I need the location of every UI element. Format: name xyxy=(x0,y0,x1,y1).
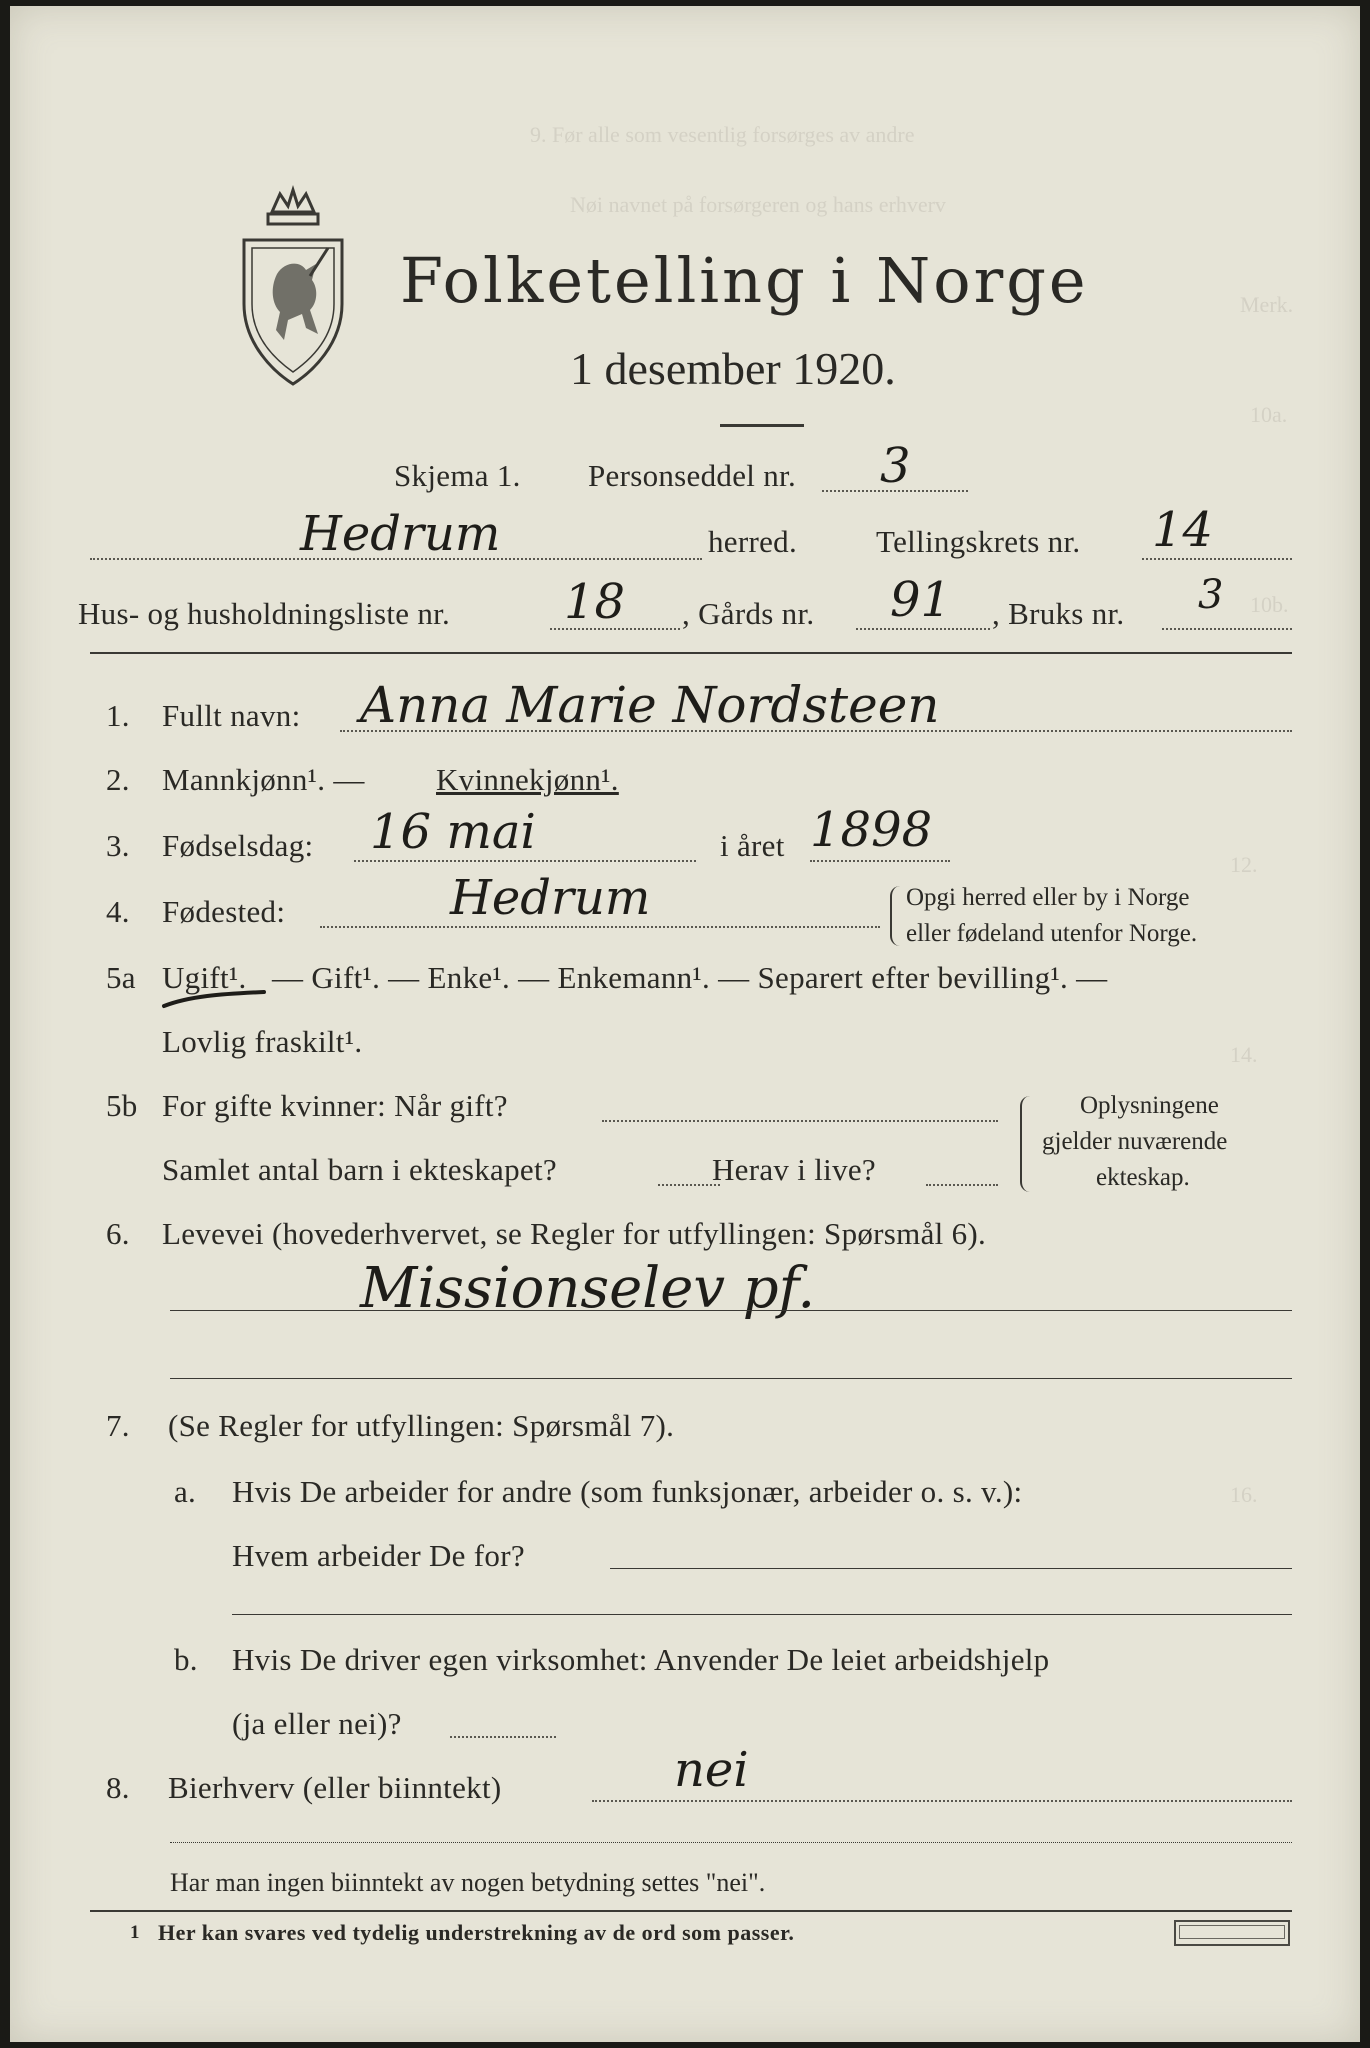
skjema-label: Skjema 1. xyxy=(394,458,521,493)
bleed-through-text: 9. Før alle som vesentlig forsørges av andre xyxy=(530,122,915,147)
q5b-note-brace xyxy=(1020,1096,1032,1192)
q5b-note-line2: gjelder nuværende xyxy=(1042,1128,1228,1155)
q5a-divorced-option[interactable]: Lovlig fraskilt¹. xyxy=(162,1024,363,1059)
gards-value: 91 xyxy=(890,572,952,628)
q8-label: Bierhverv (eller biinntekt) xyxy=(168,1770,502,1805)
printer-stamp xyxy=(1174,1920,1290,1946)
tellingskrets-value: 14 xyxy=(1152,502,1214,558)
secondary-income-field[interactable] xyxy=(592,1800,1292,1802)
q7a-employer-label: Hvem arbeider De for? xyxy=(232,1538,525,1573)
census-form-sheet xyxy=(10,6,1360,2042)
q7a-letter: a. xyxy=(174,1474,197,1509)
q7b-letter: b. xyxy=(174,1642,198,1677)
income-note: Har man ingen biinntekt av nogen betydning settes "nei". xyxy=(170,1868,766,1897)
full-name-value: Anna Marie Nordsteen xyxy=(360,676,940,734)
q4-note-line1: Opgi herred eller by i Norge xyxy=(906,884,1190,911)
q7b-hired-help-label: (ja eller nei)? xyxy=(232,1706,402,1741)
birth-year-field[interactable] xyxy=(810,860,950,862)
birthplace-value: Hedrum xyxy=(450,870,651,926)
q3-number: 3. xyxy=(106,828,130,863)
q7a-line1: Hvis De arbeider for andre (som funksjonær, arbeider o. s. v.): xyxy=(232,1474,1023,1509)
q2-female-option[interactable]: Kvinnekjønn¹. xyxy=(436,762,619,797)
children-alive-field[interactable] xyxy=(926,1184,998,1186)
q5a-other-options[interactable]: — Gift¹. — Enke¹. — Enkemann¹. — Separert efter bevilling¹. — xyxy=(272,960,1108,995)
secondary-income-value: nei xyxy=(674,1742,749,1798)
footnote-number: 1 xyxy=(130,1922,140,1943)
norway-coat-of-arms-icon xyxy=(232,184,354,394)
q2-number: 2. xyxy=(106,762,130,797)
q4-number: 4. xyxy=(106,894,130,929)
birthday-field[interactable] xyxy=(354,860,696,862)
footer-divider xyxy=(90,1910,1292,1912)
occupation-field[interactable] xyxy=(170,1310,1292,1311)
q5b-number: 5b xyxy=(106,1088,138,1123)
bleed-through-text: 10a. xyxy=(1250,402,1288,427)
bleed-through-text: 12. xyxy=(1230,852,1258,877)
personseddel-label: Personseddel nr. xyxy=(588,458,796,493)
q4-label: Fødested: xyxy=(162,894,286,929)
form-date: 1 desember 1920. xyxy=(570,343,896,394)
q1-label: Fullt navn: xyxy=(162,698,301,733)
occupation-value: Missionselev pf. xyxy=(360,1256,816,1321)
bleed-through-text: 14. xyxy=(1230,1042,1258,1067)
q5a-number: 5a xyxy=(106,960,136,995)
birthplace-field[interactable] xyxy=(320,926,880,928)
q5b-alive-label: Herav i live? xyxy=(712,1152,876,1187)
bleed-through-text: Merk. xyxy=(1240,292,1294,317)
q5b-children-label: Samlet antal barn i ekteskapet? xyxy=(162,1152,557,1187)
bleed-through-text: 16. xyxy=(1230,1482,1258,1507)
form-title: Folketelling i Norge xyxy=(400,244,1089,317)
q7-number: 7. xyxy=(106,1408,130,1443)
section-divider xyxy=(90,652,1292,654)
employer-field-line2[interactable] xyxy=(232,1614,1292,1615)
footnote-text: Her kan svares ved tydelig understrekning av de ord som passer. xyxy=(158,1920,795,1945)
q5b-label: For gifte kvinner: Når gift? xyxy=(162,1088,508,1123)
q5a-unmarried-option[interactable]: Ugift¹. xyxy=(162,960,247,995)
birth-year-value: 1898 xyxy=(810,802,933,858)
q8-number: 8. xyxy=(106,1770,130,1805)
q5b-note-line3: ekteskap. xyxy=(1096,1164,1190,1191)
bleed-through-text: Nøi navnet på forsørgeren og hans erhverv xyxy=(570,192,946,217)
employer-field[interactable] xyxy=(610,1568,1292,1569)
q3-label: Fødselsdag: xyxy=(162,828,314,863)
herred-label: herred. xyxy=(708,524,798,559)
q4-note-brace xyxy=(890,886,902,946)
q2-male-option[interactable]: Mannkjønn¹. — xyxy=(162,762,365,797)
birthday-value: 16 mai xyxy=(370,804,536,860)
personseddel-value: 3 xyxy=(880,438,911,494)
occupation-field-line2[interactable] xyxy=(170,1378,1292,1379)
married-when-field[interactable] xyxy=(602,1120,998,1122)
bruks-field[interactable] xyxy=(1162,628,1292,630)
children-total-field[interactable] xyxy=(658,1184,720,1186)
q1-number: 1. xyxy=(106,698,130,733)
q7-label: (Se Regler for utfyllingen: Spørsmål 7). xyxy=(168,1408,675,1443)
q4-note-line2: eller fødeland utenfor Norge. xyxy=(906,920,1198,947)
secondary-income-field-line2[interactable] xyxy=(170,1842,1292,1843)
herred-value: Hedrum xyxy=(300,506,501,562)
gards-label: , Gårds nr. xyxy=(682,596,815,631)
hired-help-field[interactable] xyxy=(450,1736,556,1738)
title-divider xyxy=(720,424,804,427)
husliste-value: 18 xyxy=(564,574,626,630)
bruks-label: , Bruks nr. xyxy=(992,596,1125,631)
bruks-value: 3 xyxy=(1198,572,1224,618)
tellingskrets-label: Tellingskrets nr. xyxy=(876,524,1081,559)
q5b-note-line1: Oplysningene xyxy=(1080,1092,1219,1119)
tellingskrets-field[interactable] xyxy=(1142,558,1292,560)
handwritten-underline-mark xyxy=(160,988,270,1012)
q3-year-label: i året xyxy=(720,828,785,863)
q6-number: 6. xyxy=(106,1216,130,1251)
bleed-through-text: 10b. xyxy=(1250,592,1289,617)
q6-label: Levevei (hovederhvervet, se Regler for utfyllingen: Spørsmål 6). xyxy=(162,1216,987,1251)
gards-field[interactable] xyxy=(856,628,990,630)
q7b-line1: Hvis De driver egen virksomhet: Anvender De leiet arbeidshjelp xyxy=(232,1642,1050,1677)
husliste-label: Hus- og husholdningsliste nr. xyxy=(78,596,451,631)
